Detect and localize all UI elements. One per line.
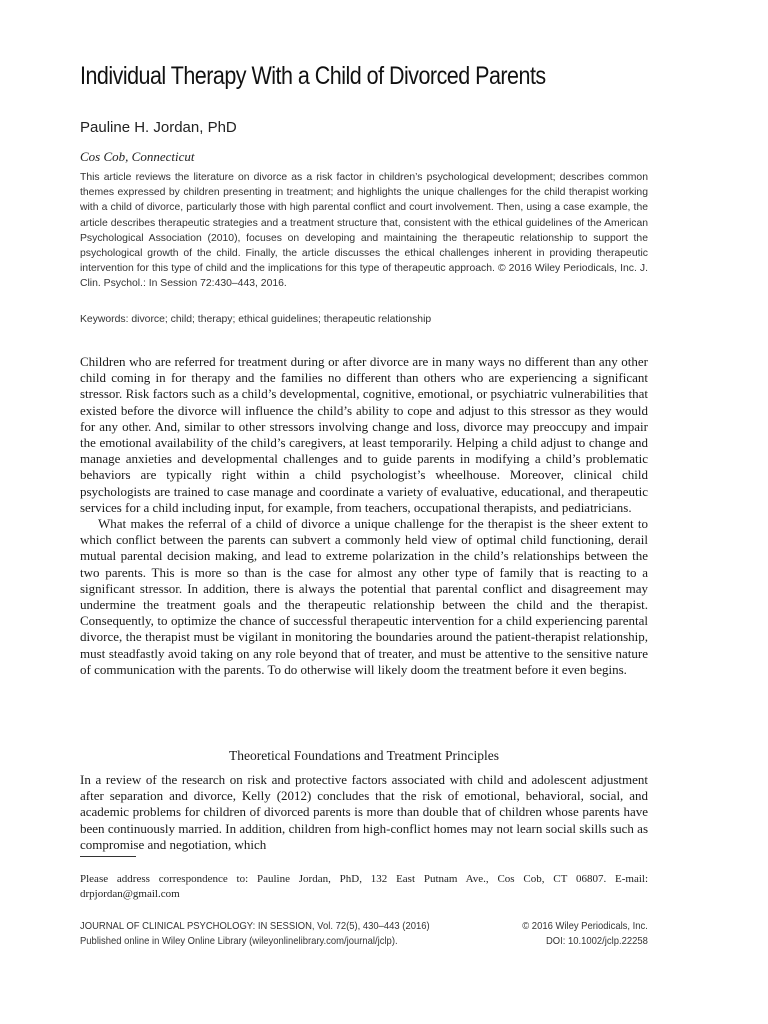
introduction-body <box>80 354 648 678</box>
abstract: This article reviews the literature on divorce as a risk factor in children’s psychological development; describes common themes expressed by children presenting in treatment; and highlights the unique challenges for the child therapist working with a child of divorce, particularly those with high parental conflict and court involvement. Then, using a case example, the article describes therapeutic strategies and a treatment structure that, consistent with the ethical guidelines of the American Psychological Association (2010), focuses on developing and maintaining the therapeutic relationship to support the psychological growth of the child. Finally, the article discusses the ethical challenges inherent in providing therapeutic intervention for this type of child and the implications for this type of therapeutic approach. © 2016 Wiley Periodicals, Inc. J. Clin. Psychol.: In Session 72:430–443, 2016. <box>80 172 648 290</box>
body-paragraph: Children who are referred for treatment during or after divorce are in many ways no different than any other child coming in for therapy and the families no different than others who are experiencing a significant stressor. Risk factors such as a child’s developmental, cognitive, emotional, or psychiatric vulnerabilities that existed before the divorce will influence the child’s ability to cope and adjust to this stressor as they would for any other. And, similar to other stressors involving change and loss, divorce may preoccupy and impair the emotional availability of the child’s caregivers, at least temporarily. Helping a child adjust to change and manage anxieties and developmental challenges and to guide parents in modifying a child’s problematic behaviors are typically right within a child psychologist’s wheelhouse. Moreover, clinical child psychologists are trained to case manage and coordinate a variety of evaluative, educational, and therapeutic services for a child including input, for example, from teachers, occupational therapists, and pediatricians. <box>80 354 648 515</box>
footnote-rule <box>80 856 136 857</box>
correspondence-footnote: Please address correspondence to: Pauline Jordan, PhD, 132 East Putnam Ave., Cos Cob, CT 06807. E-mail: drpjordan@gmail.com <box>80 873 648 900</box>
doi-link[interactable]: DOI: 10.1002/jclp.22258 <box>545 935 648 947</box>
section-heading: Theoretical Foundations and Treatment Principles <box>229 748 499 763</box>
journal-citation: JOURNAL OF CLINICAL PSYCHOLOGY: IN SESSION, Vol. 72(5), 430–443 (2016) <box>80 920 430 932</box>
body-paragraph: What makes the referral of a child of divorce a unique challenge for the therapist is the sheer extent to which conflict between the parents can subvert a commonly held view of optimal child functioning, derail mutual parental decision making, and lead to extreme polarization in the child’s relationships between the two parents. This is more so than is the case for almost any other type of family that is reacting to a significant stressor. In addition, there is always the potential that parental conflict and disagreement may undermine the treatment goals and the therapeutic relationship between the child and the therapist. Consequently, to optimize the chance of successful therapeutic intervention for a child experiencing parental divorce, the therapist must be vigilant in monitoring the boundaries around the patient-therapist relationship, must steadfastly avoid taking on any role beyond that of treater, and must be attentive to the sensitive nature of communication with the parents. To do otherwise will likely doom the treatment before it even begins. <box>80 516 648 677</box>
copyright-notice: © 2016 Wiley Periodicals, Inc. <box>522 920 648 932</box>
journal-footer <box>80 920 648 947</box>
keywords: Keywords: divorce; child; therapy; ethical guidelines; therapeutic relationship <box>80 314 432 325</box>
article-title: Individual Therapy With a Child of Divorced Parents <box>80 62 546 90</box>
section-paragraph: In a review of the research on risk and protective factors associated with child and adolescent adjustment after separation and divorce, Kelly (2012) concludes that the risk of emotional, behavioral, social, and academic problems for children of divorced parents is more than double that of children whose parents have been continuously married. In addition, children from high-conflict homes may not learn social skills such as compromise and negotiation, which <box>80 772 648 852</box>
publication-info: Published online in Wiley Online Library (wileyonlinelibrary.com/journal/jclp). <box>80 935 398 947</box>
author-affiliation: Cos Cob, Connecticut <box>80 149 195 164</box>
author-name: Pauline H. Jordan, PhD <box>80 119 237 136</box>
